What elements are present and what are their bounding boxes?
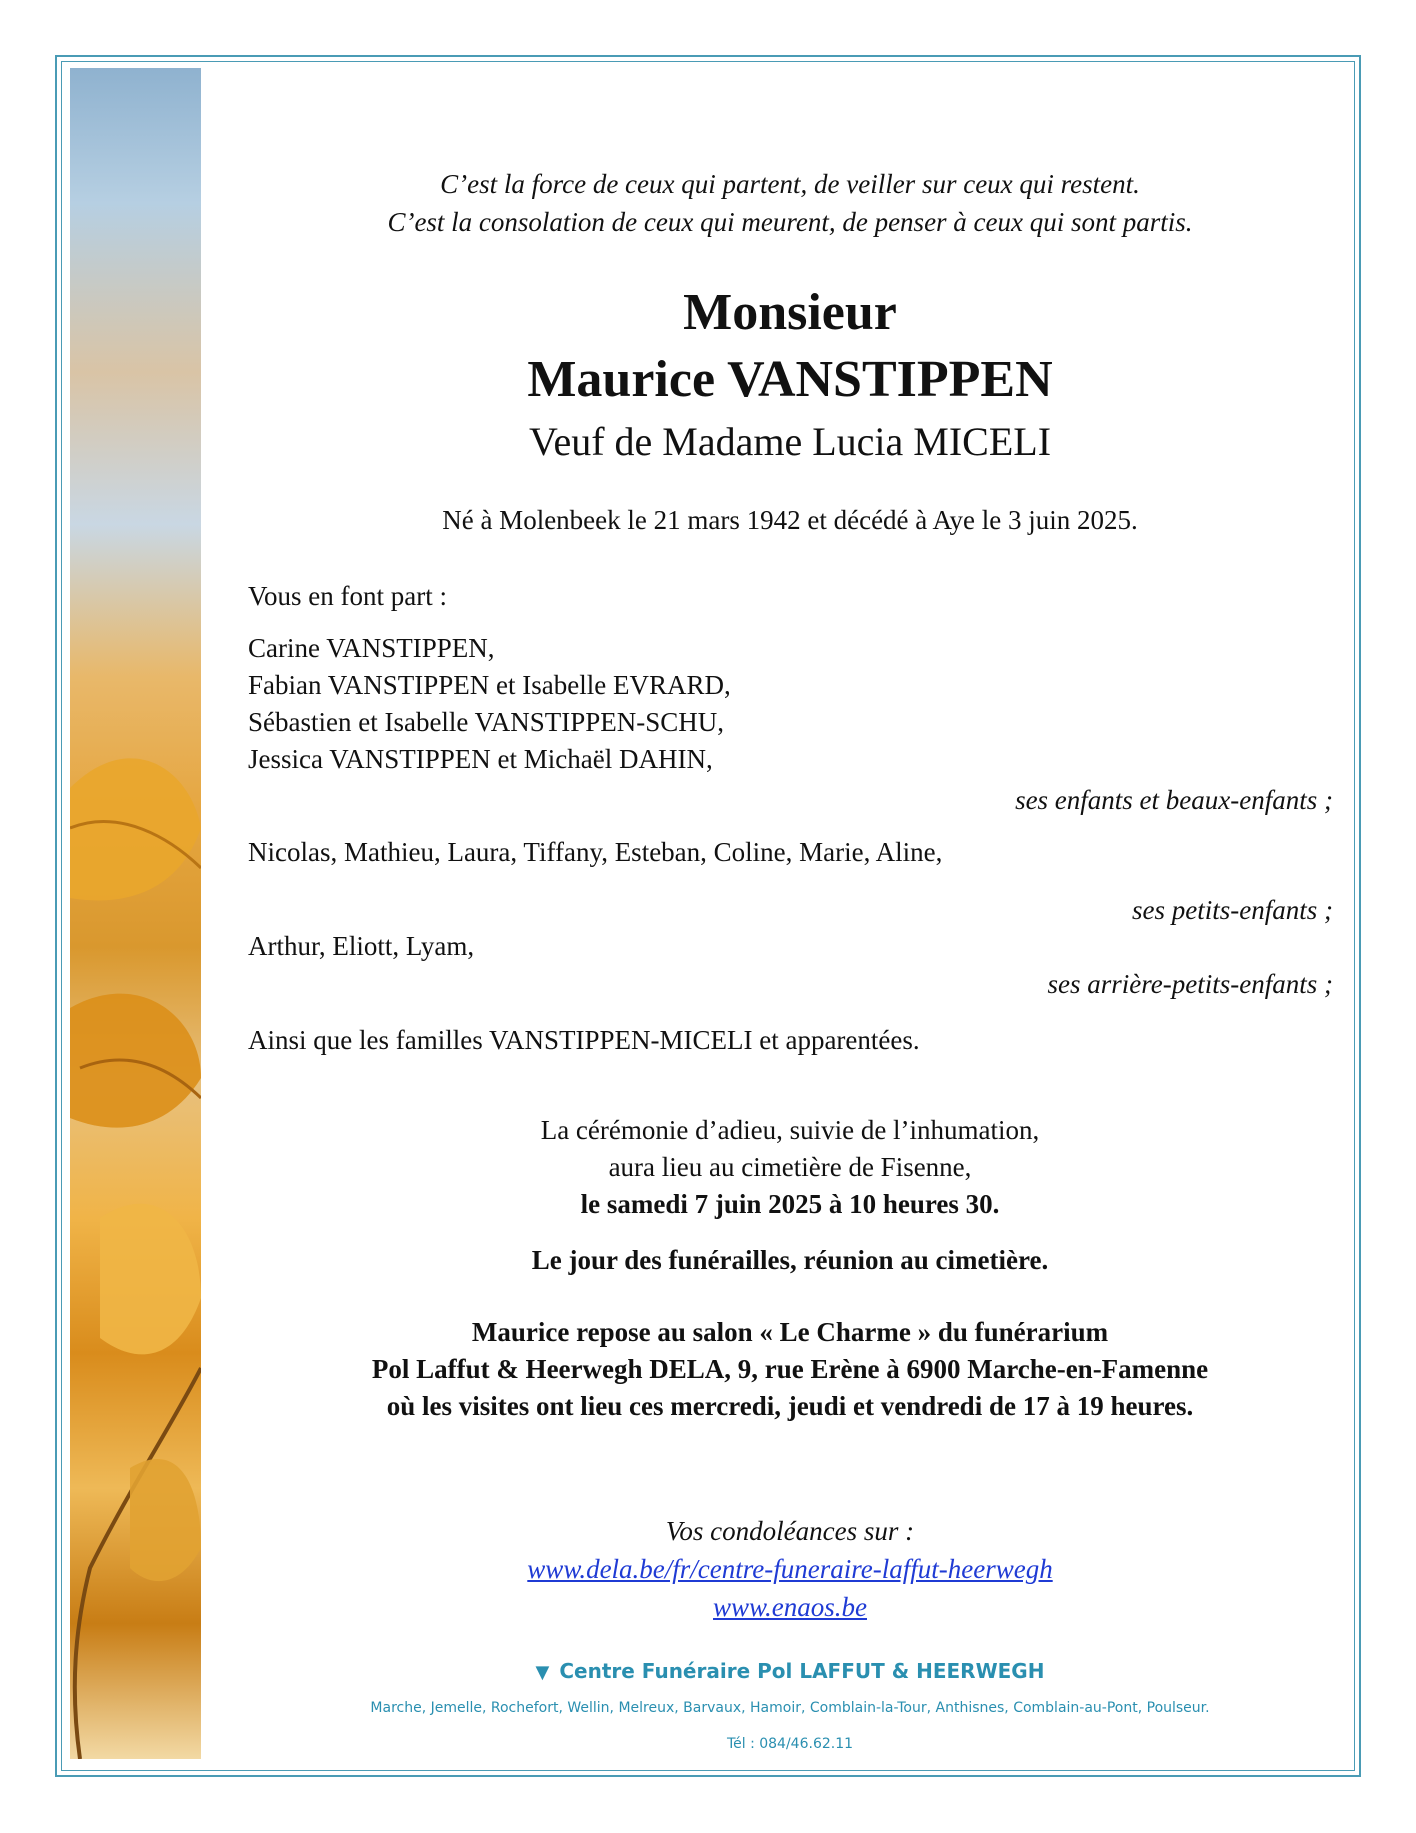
epigraph-quote [250, 165, 1330, 241]
birth-death-line: Né à Molenbeek le 21 mars 1942 et décédé à Aye le 3 juin 2025. [442, 505, 1138, 535]
families-line: Ainsi que les familles VANSTIPPEN-MICELI et apparentées. [248, 1025, 920, 1055]
condolences-block [250, 1512, 1330, 1626]
widower-line: Veuf de Madame Lucia MICELI [528, 419, 1052, 464]
funeral-home-phone: Tél : 084/46.62.11 [726, 1736, 854, 1752]
child-line: Sébastien et Isabelle VANSTIPPEN-SCHU, [248, 707, 724, 737]
quote-line-2: C’est la consolation de ceux qui meurent, de penser à ceux qui sont partis. [387, 207, 1193, 237]
visitation-line-1: Maurice repose au salon « Le Charme » du funérarium [471, 1317, 1109, 1347]
condolences-link-enaos[interactable]: www.enaos.be [713, 1592, 867, 1622]
quote-line-1: C’est la force de ceux qui partent, de veiller sur ceux qui restent. [440, 169, 1140, 199]
triangle-down-icon: ▼ [535, 1662, 550, 1683]
child-line: Fabian VANSTIPPEN et Isabelle EVRARD, [248, 670, 731, 700]
deceased-honorific: Monsieur [683, 284, 897, 341]
visitation-line-2: Pol Laffut & Heerwegh DELA, 9, rue Erène à 6900 Marche-en-Famenne [371, 1354, 1209, 1384]
cemetery-meeting: Le jour des funérailles, réunion au cimetière. [531, 1245, 1049, 1275]
condolences-label: Vos condoléances sur : [665, 1516, 915, 1546]
funeral-home-title [250, 1658, 1330, 1686]
funeral-home-cities: Marche, Jemelle, Rochefort, Wellin, Melreux, Barvaux, Hamoir, Comblain-la-Tour, Anthisnes, Comblain-au-Pont, Poulseur. [370, 1700, 1210, 1716]
children-label: ses enfants et beaux-enfants ; [1015, 785, 1333, 815]
grandchildren-label: ses petits-enfants ; [1132, 895, 1333, 925]
grandchildren-list: Nicolas, Mathieu, Laura, Tiffany, Esteban, Coline, Marie, Aline, [248, 837, 943, 867]
ceremony-datetime: le samedi 7 juin 2025 à 10 heures 30. [580, 1189, 1000, 1219]
great-grandchildren-list: Arthur, Eliott, Lyam, [248, 931, 475, 961]
ceremony-info [250, 1112, 1330, 1223]
autumn-leaves-image [70, 68, 201, 1759]
ceremony-line-2: aura lieu au cimetière de Fisenne, [608, 1152, 972, 1182]
deceased-name: Maurice VANSTIPPEN [527, 351, 1053, 408]
condolences-link-dela[interactable]: www.dela.be/fr/centre-funeraire-laffut-heerwegh [527, 1554, 1053, 1584]
children-list [248, 630, 1333, 778]
ceremony-line-1: La cérémonie d’adieu, suivie de l’inhumation, [540, 1115, 1040, 1145]
announcement-intro: Vous en font part : [248, 581, 447, 611]
funeral-home-name: Centre Funéraire Pol LAFFUT & HEERWEGH [559, 1659, 1045, 1683]
child-line: Carine VANSTIPPEN, [248, 633, 495, 663]
visitation-info [250, 1314, 1330, 1425]
child-line: Jessica VANSTIPPEN et Michaël DAHIN, [248, 744, 713, 774]
great-grandchildren-label: ses arrière-petits-enfants ; [1047, 969, 1333, 999]
visitation-line-3: où les visites ont lieu ces mercredi, jeudi et vendredi de 17 à 19 heures. [386, 1391, 1194, 1421]
